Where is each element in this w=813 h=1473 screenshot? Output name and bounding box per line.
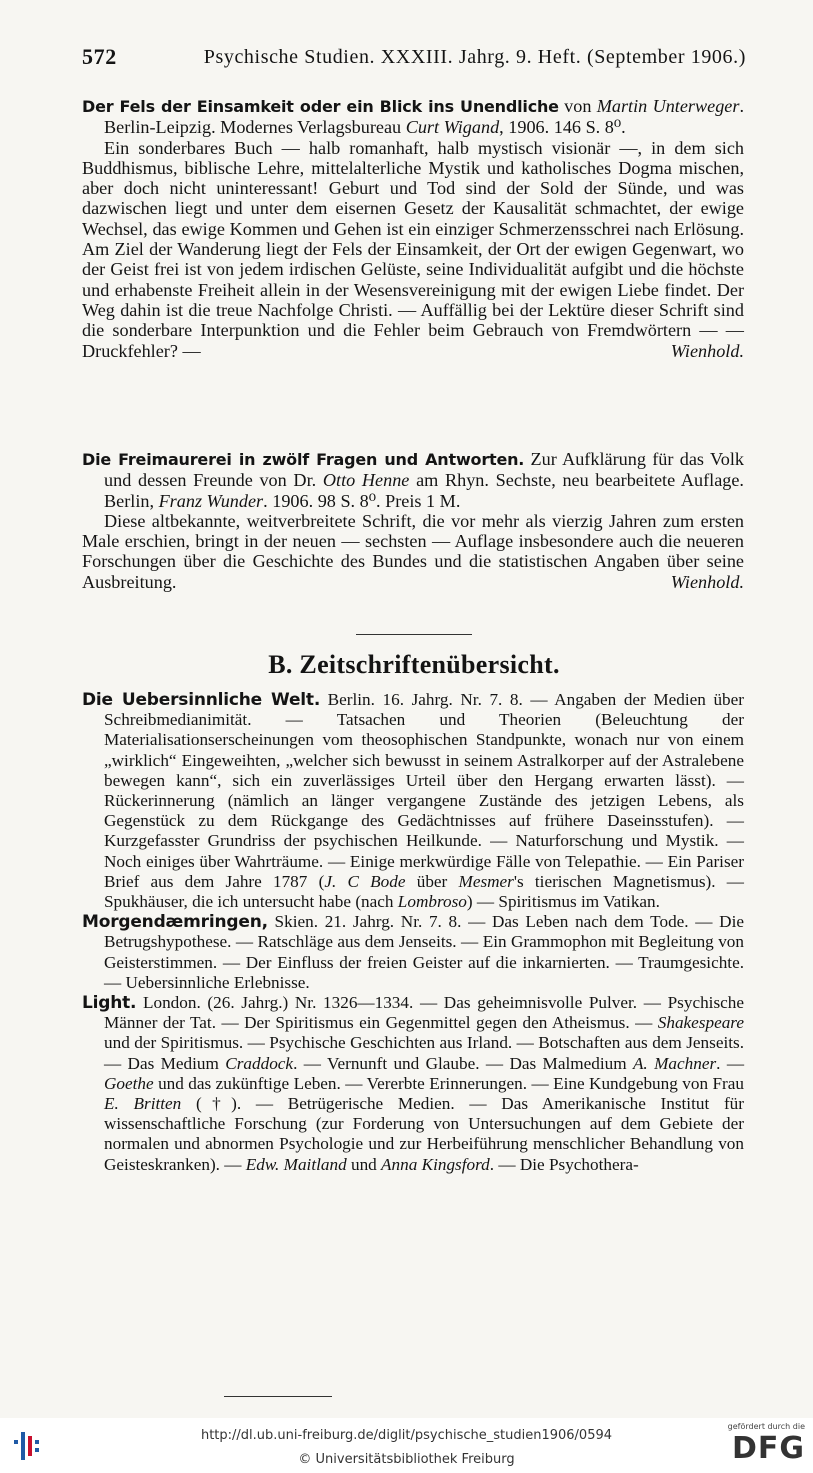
citation-text: . Berlin-Leipzig. Modernes Verlagsbureau	[104, 96, 744, 138]
dfg-logo	[715, 1422, 805, 1470]
entry-text: . — Die Psychothera-	[489, 1154, 639, 1174]
entry-text: Berlin. 16. Jahrg. Nr. 7. 8. — Angaben der Medien über Schreibmedianimität. — Tatsachen und Theorien (Beleuchtung der Materialisationserscheinungen vom theosophischen Standpunkte, wonach nur von einem „wirklich“ Eingeweihten, „welcher sich bewusst in seinem Astralkorper auf der Astralebene bewegen kann“, sich ein zuverlässiges Urteil über den Hergang erwarten lässt). — Rückerinnerung (nämlich an länger vergangene Zustände des jetzigen Lebens, als Gegenstück zu dem Rückgange des Gedächtnisses auf frühere Daseinsstufen). — Kurzgefasster Grundriss der psychischen Heilkunde. — Naturforschung und Mystik. — Noch einiges über Wahrträume. — Einige merkwürdige Fälle von Telepathie. — Ein Pariser Brief aus dem Jahre 1787 (	[104, 690, 744, 891]
review-citation	[82, 449, 744, 511]
entry-italic: Goethe	[104, 1073, 154, 1093]
entry-text: Skien. 21. Jahrg. Nr. 7. 8. — Das Leben nach dem Tode. — Die Betrugshypothese. — Ratschläge aus dem Jenseits. — Ein Grammophon mit Begleitung von Geisterstimmen. — Der Einfluss der freien Geister auf die inkarnierten. — Traumgesichte. — Uebersinnliche Erlebnisse.	[104, 912, 744, 992]
running-header	[82, 44, 746, 70]
entry-text: und	[346, 1154, 382, 1174]
entry-text: über	[405, 871, 459, 891]
running-title: Psychische Studien. XXXIII. Jahrg. 9. Heft. (September 1906.)	[203, 46, 746, 68]
journal-entry	[82, 690, 744, 912]
viewer-footer	[0, 1418, 813, 1473]
entry-text: und das zukünftige Leben. — Vererbte Erinnerungen. — Eine Kundgebung von Frau	[153, 1073, 744, 1093]
citation-text: Zur Aufklärung für das Volk und dessen Freunde von Dr.	[104, 449, 744, 491]
book-author: Martin Unterweger	[596, 96, 740, 116]
entry-text: . —	[716, 1053, 745, 1073]
permalink-url[interactable]: http://dl.ub.uni-freiburg.de/diglit/psychische_studien1906/0594	[200, 1428, 613, 1443]
review-text: Diese altbekannte, weitverbreitete Schrift, die vor mehr als vierzig Jahren zum ersten Male erschien, bringt in der neuen — sechsten — Auflage insbesondere auch die neueren Forschungen über die Geschichte des Bundes und die statistischen Angaben über seine Ausbreitung.	[82, 510, 744, 592]
journal-name: Die Uebersinnliche Welt.	[82, 690, 321, 710]
entry-italic: Edw. Maitland	[245, 1154, 347, 1174]
entry-italic: A. Machner	[632, 1053, 717, 1073]
entry-text: (†). — Betrügerische Medien. — Das Amerikanische Institut für wissenschaftliche Forschung (zur Forderung von Untersuchungen auf dem Gebiete der normalen und abnormen Psychologie und zur Herbeiführung menschlicher Behandlung von Geisteskranken). —	[104, 1094, 744, 1174]
book-publisher: Franz Wunder	[158, 490, 264, 511]
review-body	[82, 511, 744, 592]
entry-italic: Lombroso	[397, 892, 467, 912]
journal-name: Light.	[82, 993, 137, 1014]
book-author: Otto Henne	[322, 470, 410, 491]
divider-rule	[356, 634, 472, 635]
dfg-funding-note: gefördert durch die	[727, 1422, 805, 1431]
entry-italic: Shakespeare	[657, 1013, 744, 1033]
copyright-notice: © Universitätsbibliothek Freiburg	[298, 1452, 515, 1467]
reviewer-signature: Wienhold.	[670, 340, 744, 361]
book-title: Der Fels der Einsamkeit oder ein Blick ins Unendliche	[82, 97, 559, 116]
entry-italic: Craddock	[225, 1053, 294, 1073]
entry-italic: Anna Kingsford	[381, 1154, 490, 1174]
book-publisher: Curt Wigand	[405, 117, 500, 138]
citation-text: . 1906. 98 S. 8⁰. Preis 1 M.	[263, 490, 461, 511]
book-title: Die Freimaurerei in zwölf Fragen und Antworten.	[82, 450, 525, 469]
review-text: Ein sonderbares Buch — halb romanhaft, halb mystisch visionär —, in dem sich Buddhismus, biblische Lehre, mittelalterliche Mystik und katholisches Dogma mischen, aber doch nicht uninteressant! Geburt und Tod sind der Sold der Sünde, und was dazwischen liegt und unter dem eisernen Gesetz der Kausalität schmachtet, der ewige Wechsel, das ewige Kommen und Gehen ist ein einziger Schmerzensschrei nach Erlösung. Am Ziel der Wanderung liegt der Fels der Einsamkeit, der Ort der ewigen Gegenwart, wo der Geist frei ist von jedem irdischen Gelüste, seine Individualität aufgibt und die höchste und erhabenste Freiheit allein in der Wesensvereinigung mit der ewigen Liebe findet. Der Weg dahin ist die treue Nachfolge Christi. — Auffällig bei der Lektüre dieser Schrift sind die sonderbare Interpunktion und die Fehler beim Gebrauch von Fremdwörtern — — Druckfehler? —	[82, 137, 744, 361]
entry-text: ) — Spiritismus im Vatikan.	[466, 892, 660, 912]
citation-text: , 1906. 146 S. 8⁰.	[499, 117, 626, 138]
section-heading: B. Zeitschriftenübersicht.	[268, 650, 560, 679]
journal-overview	[82, 690, 744, 1175]
review-body	[82, 138, 744, 361]
page-number: 572	[82, 44, 117, 69]
journal-name: Morgendæmringen,	[82, 912, 268, 933]
entry-italic: E. Britten	[104, 1094, 182, 1114]
dfg-wordmark: DFG	[731, 1431, 805, 1466]
entry-text: und der Spiritismus. — Psychische Geschichten aus Irland. — Botschaften aus dem Jenseits. — Das Medium	[104, 1033, 744, 1073]
book-review-2	[82, 449, 744, 592]
footnote-rule	[224, 1396, 332, 1397]
citation-text: am Rhyn. Sechste, neu bearbeitete Auflage. Berlin,	[104, 470, 744, 511]
reviewer-signature: Wienhold.	[670, 571, 744, 592]
entry-text: 's tierischen Magnetismus). — Spukhäuser, die ich untersucht habe (nach	[104, 871, 744, 912]
book-review-1	[82, 96, 744, 361]
entry-text: . — Vernunft und Glaube. — Das Malmedium	[293, 1053, 633, 1073]
citation-text: von	[558, 96, 597, 116]
journal-entry	[82, 912, 744, 993]
entry-italic: Mesmer	[458, 871, 514, 891]
journal-entry	[82, 993, 744, 1175]
entry-text: London. (26. Jahrg.) Nr. 1326—1334. — Das geheimnisvolle Pulver. — Psychische Männer der Tat. — Der Spiritismus ein Gegenmittel gegen den Atheismus. —	[104, 993, 744, 1033]
entry-italic: J. C Bode	[324, 871, 406, 891]
review-citation	[82, 96, 744, 138]
